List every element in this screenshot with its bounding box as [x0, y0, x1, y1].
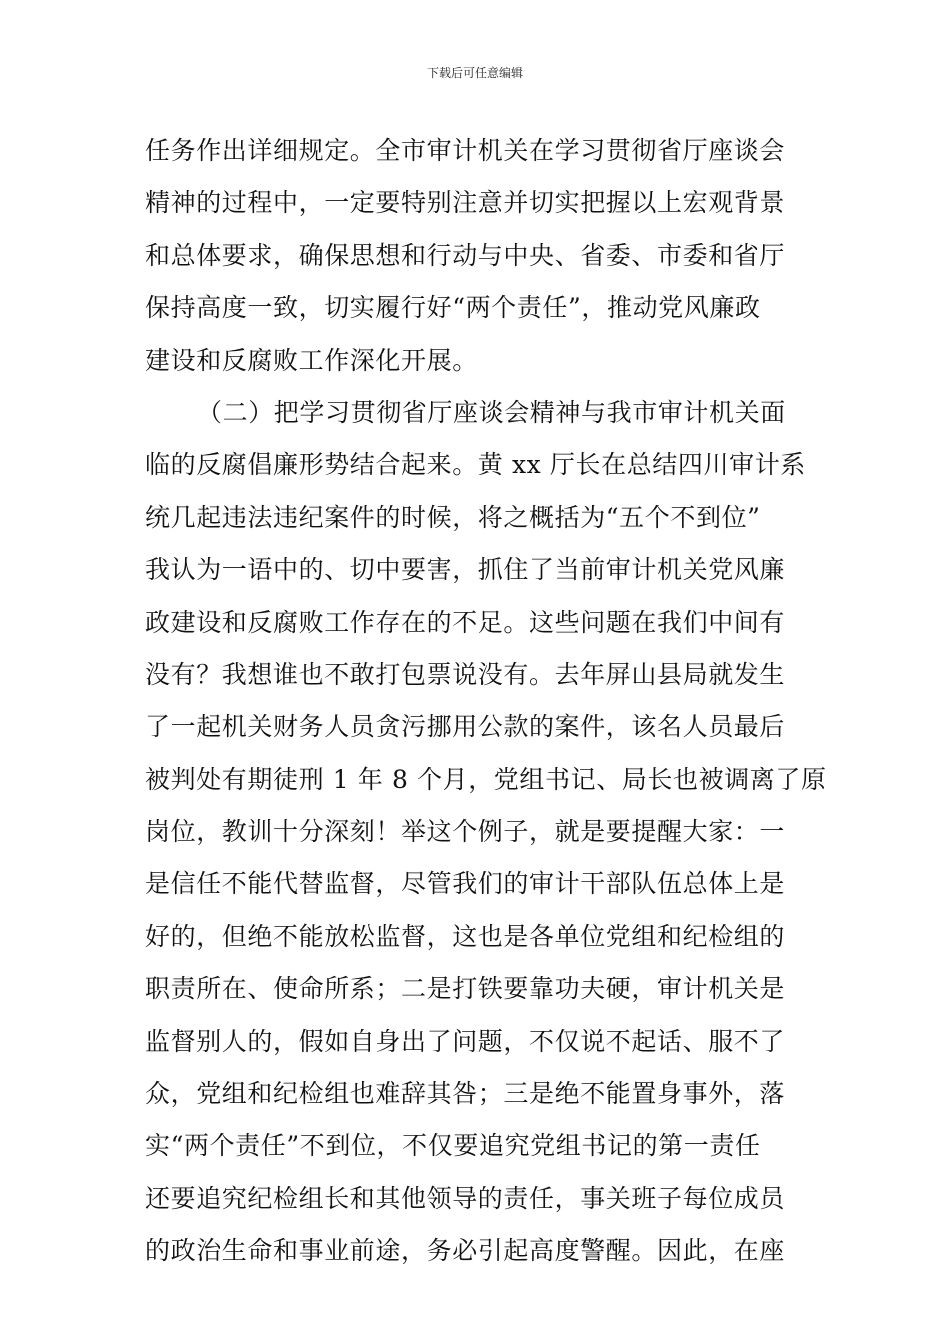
text-line: 建设和反腐败工作深化开展。: [145, 345, 478, 375]
text-line: 任务作出详细规定。全市审计机关在学习贯彻省厅座谈会: [145, 136, 786, 165]
text-line: 政建设和反腐败工作存在的不足。这些问题在我们中间有: [145, 607, 786, 637]
text-line: 监督别人的，假如自身出了问题，不仅说不起话、服不了: [145, 1026, 786, 1056]
text-line: 和总体要求，确保思想和行动与中央、省委、市委和省厅: [145, 240, 786, 270]
text-line: 精神的过程中，一定要特别注意并切实把握以上宏观背景: [145, 188, 786, 218]
text-line: 职责所在、使命所系；二是打铁要靠功夫硬，审计机关是: [145, 974, 786, 1004]
text-line: 被判处有期徒刑 1 年 8 个月，党组书记、局长也被调离了原: [145, 764, 827, 794]
page-header: 下载后可任意编辑: [426, 66, 523, 80]
text-line: 是信任不能代替监督，尽管我们的审计干部队伍总体上是: [145, 869, 786, 899]
text-line: 的政治生命和事业前途，务必引起高度警醒。因此，在座: [145, 1236, 786, 1266]
text-line: 统几起违法违纪案件的时候，将之概括为“五个不到位”: [145, 502, 761, 532]
text-line: 好的，但绝不能放松监督，这也是各单位党组和纪检组的: [145, 921, 786, 951]
text-line: 众，党组和纪检组也难辞其咎；三是绝不能置身事外，落: [145, 1079, 786, 1109]
text-line: 了一起机关财务人员贪污挪用公款的案件，该名人员最后: [145, 712, 786, 742]
text-line: 岗位，教训十分深刻！举这个例子，就是要提醒大家：一: [145, 817, 786, 847]
text-line: 实“两个责任”不到位，不仅要追究党组书记的第一责任: [145, 1131, 761, 1161]
text-line: 保持高度一致，切实履行好“两个责任”，推动党风廉政: [145, 293, 761, 323]
text-line: 没有？我想谁也不敢打包票说没有。去年屏山县局就发生: [145, 659, 786, 689]
text-line: 还要追究纪检组长和其他领导的责任，事关班子每位成员: [145, 1183, 786, 1213]
text-line: 我认为一语中的、切中要害，抓住了当前审计机关党风廉: [145, 555, 786, 585]
text-line: 临的反腐倡廉形势结合起来。黄 xx 厅长在总结四川审计系: [145, 450, 806, 480]
paragraph-start-line: （二）把学习贯彻省厅座谈会精神与我市审计机关面: [197, 397, 786, 427]
document-body: [145, 125, 827, 1278]
